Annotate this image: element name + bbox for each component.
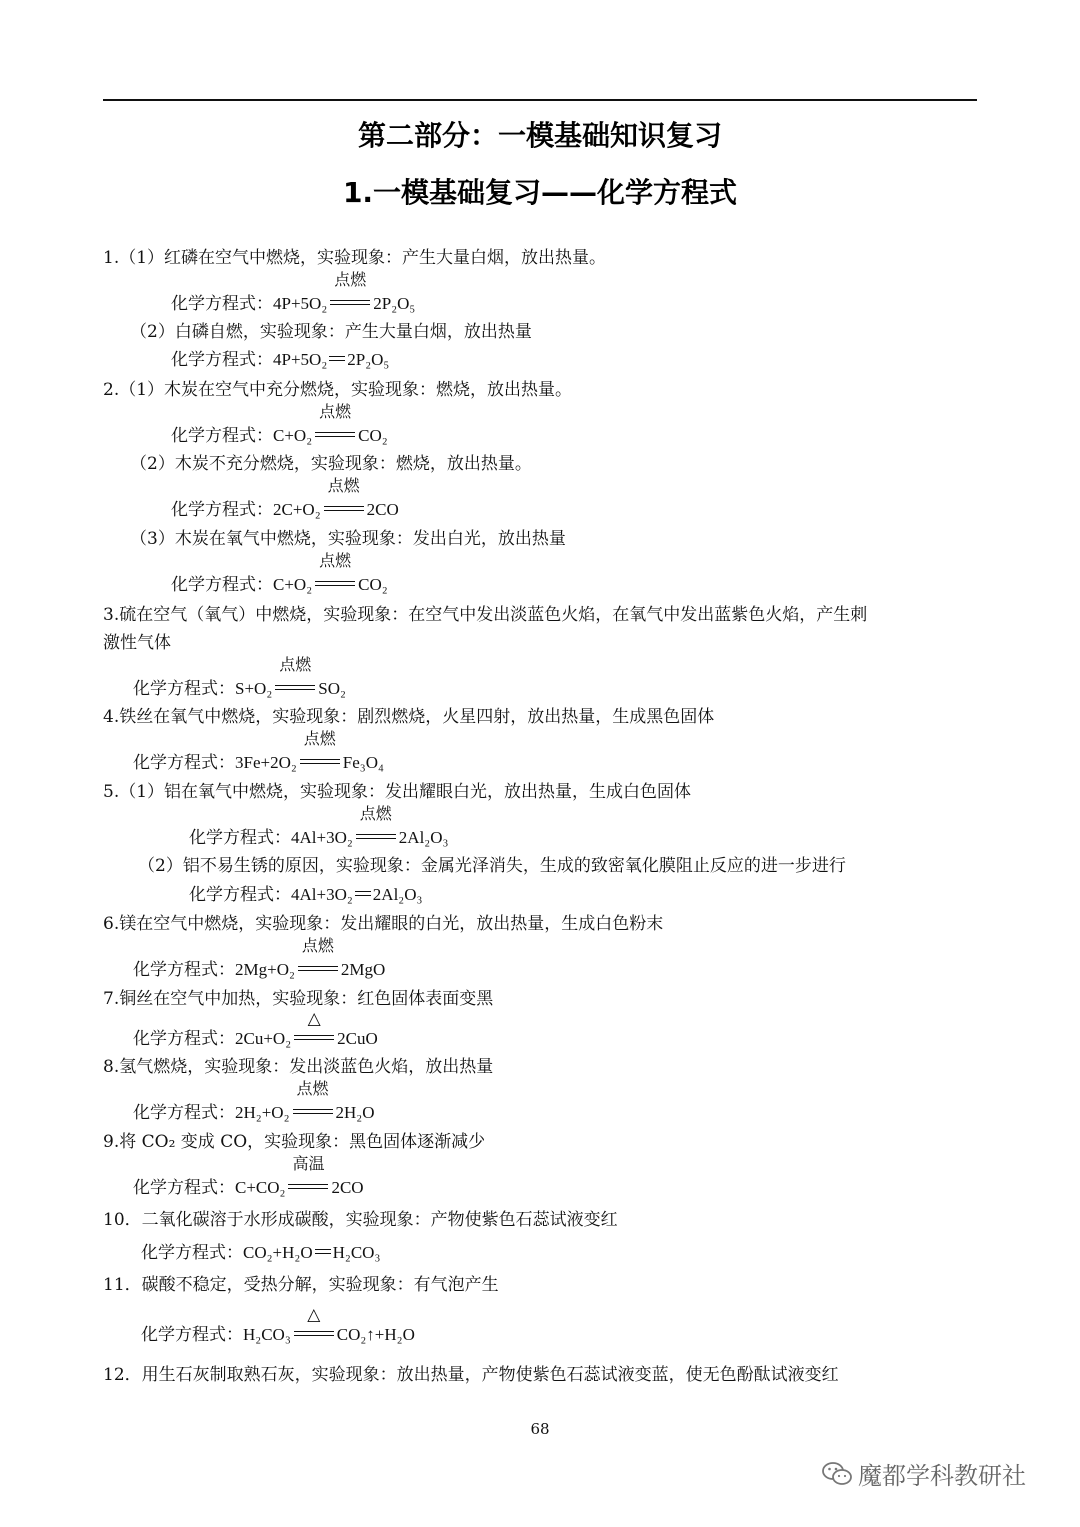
item-5-2-text: （2）铝不易生锈的原因，实验现象：金属光泽消失，生成的致密氧化膜阻止反应的进一步进行 bbox=[138, 856, 846, 876]
condition-text: 点燃 bbox=[303, 729, 336, 748]
item-4-text: 4.铁丝在氧气中燃烧，实验现象：剧烈燃烧，火星四射，放出热量，生成黑色固体 bbox=[103, 707, 715, 727]
reaction-condition bbox=[321, 476, 367, 521]
equation-reactants: 4Al+3O₂ bbox=[291, 828, 353, 847]
condition-text: 点燃 bbox=[279, 655, 312, 674]
item-1-2-equation bbox=[171, 349, 389, 371]
equation-products: 2Al₂O₃ bbox=[372, 885, 423, 904]
item-1-2-text: （2）白磷自燃，实验现象：产生大量白烟，放出热量 bbox=[130, 322, 532, 342]
item-3-equation bbox=[133, 655, 346, 700]
equation-label: 化学方程式： bbox=[189, 828, 291, 848]
equation-products: 2Al₂O₃ bbox=[398, 828, 449, 847]
equation-products: SO₂ bbox=[318, 679, 346, 698]
equation-label: 化学方程式： bbox=[133, 960, 235, 980]
header-rule bbox=[103, 99, 977, 101]
equation-label: 化学方程式： bbox=[171, 294, 273, 314]
equation-products: 2CuO bbox=[337, 1029, 378, 1048]
reaction-condition bbox=[272, 655, 318, 700]
equation-reactants: H₂CO₃ bbox=[243, 1325, 291, 1344]
reaction-condition bbox=[297, 729, 343, 774]
equation-products: 2CO bbox=[366, 500, 399, 519]
condition-text: 点燃 bbox=[319, 402, 352, 421]
reaction-condition bbox=[291, 1305, 337, 1346]
equation-label: 化学方程式： bbox=[141, 1243, 243, 1263]
item-10-text: 10．二氧化碳溶于水形成碳酸，实验现象：产物使紫色石蕊试液变红 bbox=[103, 1210, 618, 1230]
item-11-equation bbox=[141, 1305, 415, 1346]
equation-reactants: 2Mg+O₂ bbox=[235, 960, 295, 979]
item-5-2-equation bbox=[189, 884, 422, 906]
condition-text: 点燃 bbox=[327, 476, 360, 495]
page-title: 第二部分：一模基础知识复习 bbox=[357, 119, 722, 152]
equation-reactants: CO₂+H₂O bbox=[243, 1243, 313, 1262]
page-number: 68 bbox=[530, 1420, 550, 1438]
item-5-1-equation bbox=[189, 804, 449, 849]
reaction-condition bbox=[291, 1009, 337, 1050]
item-2-1-equation bbox=[171, 402, 388, 447]
reaction-condition bbox=[290, 1079, 336, 1124]
equation-reactants: 3Fe+2O₂ bbox=[235, 753, 297, 772]
item-6-text: 6.镁在空气中燃烧，实验现象：发出耀眼的白光，放出热量，生成白色粉末 bbox=[103, 914, 664, 934]
equation-products: CO₂↑+H₂O bbox=[336, 1325, 415, 1344]
heat-triangle-icon: △ bbox=[307, 1009, 321, 1029]
condition-text: 点燃 bbox=[359, 804, 392, 823]
reaction-condition bbox=[295, 936, 341, 981]
equation-products: 2MgO bbox=[340, 960, 386, 979]
condition-text: 点燃 bbox=[301, 936, 334, 955]
condition-text: 点燃 bbox=[334, 270, 367, 289]
item-9-text: 9.将 CO₂ 变成 CO，实验现象：黑色固体逐渐减少 bbox=[103, 1132, 486, 1152]
item-2-2-text: （2）木炭不充分燃烧，实验现象：燃烧，放出热量。 bbox=[130, 454, 532, 474]
reaction-condition bbox=[312, 551, 358, 596]
equation-reactants: 4P+5O₂ bbox=[273, 350, 328, 369]
equation-products: 2P₂O₅ bbox=[347, 350, 390, 369]
equation-reactants: C+O₂ bbox=[273, 426, 313, 445]
condition-text: 点燃 bbox=[296, 1079, 329, 1098]
item-10-equation bbox=[141, 1242, 380, 1264]
equation-label: 化学方程式： bbox=[171, 500, 273, 520]
item-2-3-text: （3）木炭在氧气中燃烧，实验现象：发出白光，放出热量 bbox=[130, 529, 566, 549]
equation-label: 化学方程式： bbox=[133, 1178, 235, 1198]
equation-reactants: C+CO₂ bbox=[235, 1178, 286, 1197]
equation-label: 化学方程式： bbox=[171, 575, 273, 595]
item-2-2-equation bbox=[171, 476, 399, 521]
equation-reactants: 4P+5O₂ bbox=[273, 294, 328, 313]
item-4-equation bbox=[133, 729, 384, 774]
item-12-text: 12．用生石灰制取熟石灰，实验现象：放出热量，产物使紫色石蕊试液变蓝，使无色酚酞试液变红 bbox=[103, 1365, 839, 1385]
equation-label: 化学方程式： bbox=[133, 753, 235, 773]
equals-sign bbox=[315, 1249, 331, 1254]
item-1-1-text: 1.（1）红磷在空气中燃烧，实验现象：产生大量白烟，放出热量。 bbox=[103, 248, 607, 268]
equation-reactants: C+O₂ bbox=[273, 575, 313, 594]
reaction-condition bbox=[312, 402, 358, 447]
equals-sign bbox=[355, 891, 371, 896]
equation-products: H₂CO₃ bbox=[332, 1243, 381, 1262]
item-3-text-cont: 激性气体 bbox=[103, 633, 171, 653]
heat-triangle-icon: △ bbox=[307, 1305, 321, 1325]
item-11-text: 11．碳酸不稳定，受热分解，实验现象：有气泡产生 bbox=[103, 1275, 499, 1295]
equation-label: 化学方程式： bbox=[189, 885, 291, 905]
equation-products: Fe₃O₄ bbox=[342, 753, 384, 772]
item-8-equation bbox=[133, 1079, 375, 1124]
equals-sign bbox=[329, 356, 345, 361]
condition-text: 点燃 bbox=[319, 551, 352, 570]
watermark-text: 魔都学科教研社 bbox=[858, 1462, 1026, 1490]
equation-label: 化学方程式： bbox=[171, 350, 273, 370]
item-3-text: 3.硫在空气（氧气）中燃烧，实验现象：在空气中发出淡蓝色火焰，在氧气中发出蓝紫色火焰，产生刺 bbox=[103, 605, 868, 625]
equation-label: 化学方程式： bbox=[133, 1029, 235, 1049]
item-7-equation bbox=[133, 1009, 378, 1050]
item-9-equation bbox=[133, 1154, 364, 1199]
item-6-equation bbox=[133, 936, 386, 981]
equation-reactants: 2H₂+O₂ bbox=[235, 1103, 290, 1122]
item-2-3-equation bbox=[171, 551, 388, 596]
equation-reactants: 2C+O₂ bbox=[273, 500, 321, 519]
equation-reactants: 2Cu+O₂ bbox=[235, 1029, 292, 1048]
item-2-1-text: 2.（1）木炭在空气中充分燃烧，实验现象：燃烧，放出热量。 bbox=[103, 380, 573, 400]
wechat-icon bbox=[822, 1461, 852, 1487]
equation-label: 化学方程式： bbox=[133, 679, 235, 699]
equation-label: 化学方程式： bbox=[141, 1325, 243, 1345]
reaction-condition bbox=[353, 804, 399, 849]
equation-products: 2P₂O₅ bbox=[373, 294, 416, 313]
equation-products: 2CO bbox=[331, 1178, 364, 1197]
watermark bbox=[822, 1456, 1026, 1491]
section-title: 1.一模基础复习——化学方程式 bbox=[342, 176, 738, 209]
item-1-1-equation bbox=[171, 270, 416, 315]
condition-text: 高温 bbox=[292, 1154, 325, 1173]
item-7-text: 7.铜丝在空气中加热，实验现象：红色固体表面变黑 bbox=[103, 989, 494, 1009]
equation-products: CO₂ bbox=[358, 575, 388, 594]
equation-reactants: 4Al+3O₂ bbox=[291, 885, 353, 904]
item-8-text: 8.氢气燃烧，实验现象：发出淡蓝色火焰，放出热量 bbox=[103, 1057, 494, 1077]
reaction-condition bbox=[327, 270, 373, 315]
equation-reactants: S+O₂ bbox=[235, 679, 273, 698]
item-5-1-text: 5.（1）铝在氧气中燃烧，实验现象：发出耀眼白光，放出热量，生成白色固体 bbox=[103, 782, 692, 802]
reaction-condition bbox=[285, 1154, 331, 1199]
equation-label: 化学方程式： bbox=[133, 1103, 235, 1123]
equation-products: CO₂ bbox=[358, 426, 388, 445]
equation-products: 2H₂O bbox=[335, 1103, 375, 1122]
equation-label: 化学方程式： bbox=[171, 426, 273, 446]
